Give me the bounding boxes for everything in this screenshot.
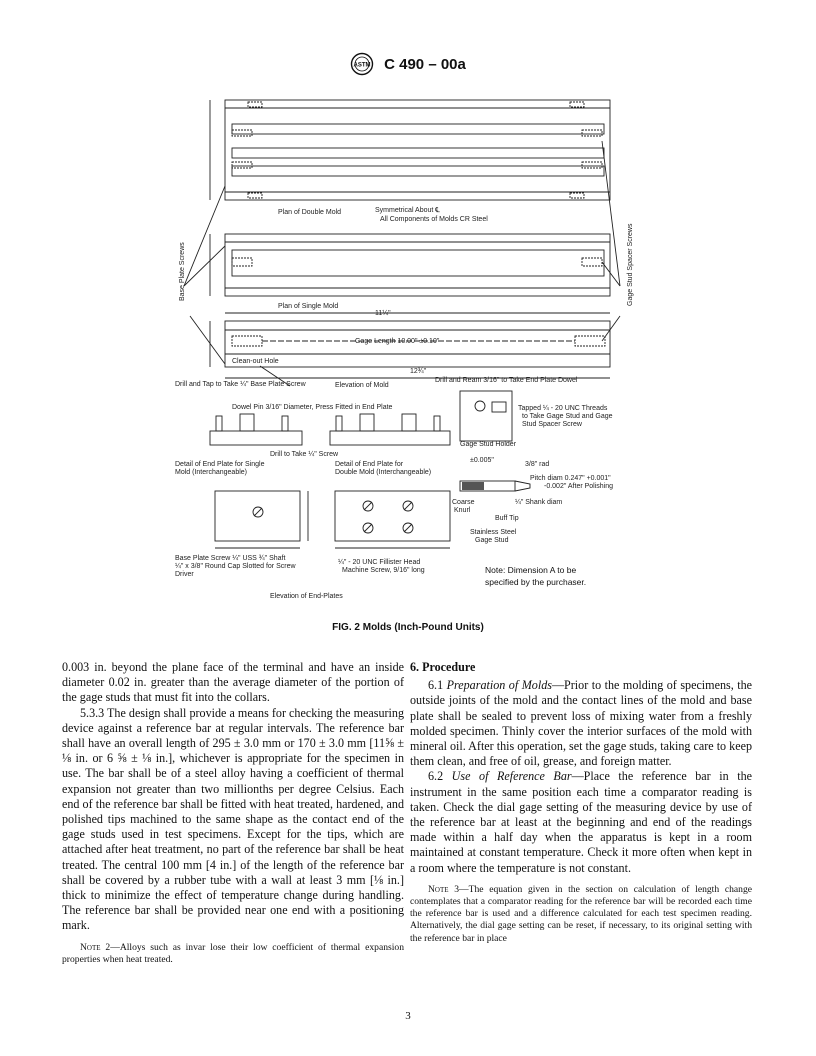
note-3-label: Note 3 [428,883,460,895]
paragraph-5-3-3: 5.3.3 The design shall provide a means for checking the measuring device against a reference bar at regular intervals. The reference bar shall have an overall length of 295 ± 3.0 mm or 170 ± 3.0 mm [11⅝ ± ⅛ in. or 6 ⅝ ± ⅛ in.], whichever is appropriate for the specimen in use. The bar shall be of a steel alloy having a coefficient of thermal expansion not greater than two millionths per degree Celsius. Each end of the reference bar shall be fitted with heat treated, hardened, and polished tips machined to the same shape as the contact end of the gage studs used in test specimens. Except for the tips, which are attached after heat treatment, no part of the reference bar shall be heat treated. The central 100 mm [4 in.] of the length of the reference bar shall be covered by a rubber tube with a wall at least 3 mm [⅛ in.] thick to minimize the effect of temperature change during handling. The reference bar shall be provided near one end with a positioning mark. [62,705,404,933]
label-tapped-2: to Take Gage Stud and Gage [522,413,613,420]
label-symmetrical-1: Symmetrical About ℄ [375,207,440,214]
label-gage-stud-holder: Gage Stud Holder [460,441,517,448]
p62-title: Use of Reference Bar [451,769,572,784]
figure-molds-drawing [170,86,640,626]
label-fillister-2: Machine Screw, 9/16" long [342,567,425,574]
label-base-plate-screw-3: Driver [175,571,194,578]
astm-logo-icon [350,52,374,76]
label-stainless-1: Stainless Steel [470,529,517,536]
document-id: C 490 – 00a [384,55,466,73]
label-drill-tap: Drill and Tap to Take ¼" Base Plate Screw [175,381,306,388]
p61-number: 6.1 [428,678,447,693]
paragraph-6-1 [410,678,752,769]
note-3 [410,884,752,945]
technical-drawing [170,86,640,626]
right-column [410,660,752,945]
label-gage-stud-spacer-screws: Gage Stud Spacer Screws [627,223,634,306]
label-note-a-2: specified by the purchaser. [485,577,587,587]
label-tapped-3: Stud Spacer Screw [522,421,582,428]
paragraph-continued: 0.003 in. beyond the plane face of the terminal and have an inside diameter 0.02 in. greater than the average diameter of the portion of the gage studs that must fit into the collars. [62,660,404,705]
section-heading-procedure: 6. Procedure [410,660,476,674]
label-clean-out: Clean-out Hole [232,358,279,365]
label-knurl: Knurl [454,507,471,514]
label-elevation-mold: Elevation of Mold [335,382,389,389]
page-header [0,52,816,76]
p61-text: —Prior to the molding of specimens, the outside joints of the mold and the contact lines of the mold and base plate shall be sealed to prevent loss of mixing water from a freshly molded specimen. Thinly cover the interior surfaces of the mold with mineral oil. After this operation, set the gage studs, taking care to keep them clean, and free of oil, grease, and foreign matter. [410,678,752,769]
p61-title: Preparation of Molds [446,678,552,693]
label-buff-tip: Buff Tip [495,515,519,522]
label-detail-single-2: Mold (Interchangeable) [175,469,247,476]
p62-text: —Place the reference bar in the instrument in the same position each time a comparator reading is taken. Check the dial gage setting of the measuring device by use of the reference bar at least at the beginning and end of the readings made within a half day when the apparatus is kept in a room maintained at constant temperature. Check it more often when kept in a room where the temperature is not constant. [410,769,752,875]
label-drill-ream: Drill and Ream 3/16" to Take End Plate Dowel [435,377,578,384]
note-3-text: —The equation given in the section on calculation of length change contemplates that a comparator reading for the reference bar will be recorded each time the reference bar is used and a difference calculated for each test specimen reading. Alternatively, the dial gage setting can be reset, if necessary, to its original setting with the reference bar in place [410,883,753,944]
label-gage-length: Gage Length 10.00" ±0.10" [355,338,440,345]
note-2 [62,942,404,966]
label-tapped-1: Tapped ¼ - 20 UNC Threads [518,405,608,412]
paragraph-6-2 [410,769,752,875]
label-base-plate-screw-1: Base Plate Screw ¼" USS ¾" Shaft [175,555,286,562]
label-dim-11-1-4: 11¼" [375,310,391,317]
label-coarse: Coarse [452,499,475,506]
label-stainless-2: Gage Stud [475,537,509,544]
label-rad: 3/8" rad [525,461,550,468]
p62-number: 6.2 [428,769,452,784]
label-detail-double-1: Detail of End Plate for [335,461,404,468]
figure-caption: FIG. 2 Molds (Inch-Pound Units) [332,622,484,633]
label-elevation-end: Elevation of End-Plates [270,593,343,600]
left-column [62,660,404,966]
label-pitch-1: Pitch diam 0.247" +0.001" [530,475,611,482]
note-2-text: —Alloys such as invar lose their low coefficient of thermal expansion properties when heat treated. [62,941,404,965]
label-detail-double-2: Double Mold (Interchangeable) [335,469,432,476]
svg-text:ASTM: ASTM [353,62,371,69]
label-tolerance: ±0.005" [470,457,494,464]
page-number: 3 [405,1010,411,1022]
label-drill-screw: Drill to Take ¼" Screw [270,451,339,458]
label-note-a-1: Note: Dimension A to be [485,565,577,575]
label-shank: ¼" Shank diam [515,499,563,506]
note-2-label: Note 2 [80,941,111,953]
label-dim-12-3-4: 12¾" [410,368,427,375]
label-symmetrical-2: All Components of Molds CR Steel [380,216,488,223]
label-pitch-2: -0.002" After Polishing [544,483,614,490]
label-fillister-1: ¼" - 20 UNC Fillister Head [338,559,421,566]
label-detail-single-1: Detail of End Plate for Single [175,461,265,468]
label-plan-double: Plan of Double Mold [278,209,342,216]
label-base-plate-screw-2: ¼" x 3/8" Round Cap Slotted for Screw [175,563,296,570]
label-dowel-pin: Dowel Pin 3/16" Diameter, Press Fitted in End Plate [232,404,393,411]
label-plan-single: Plan of Single Mold [278,303,339,310]
label-base-plate-screws: Base Plate Screws [179,242,186,301]
